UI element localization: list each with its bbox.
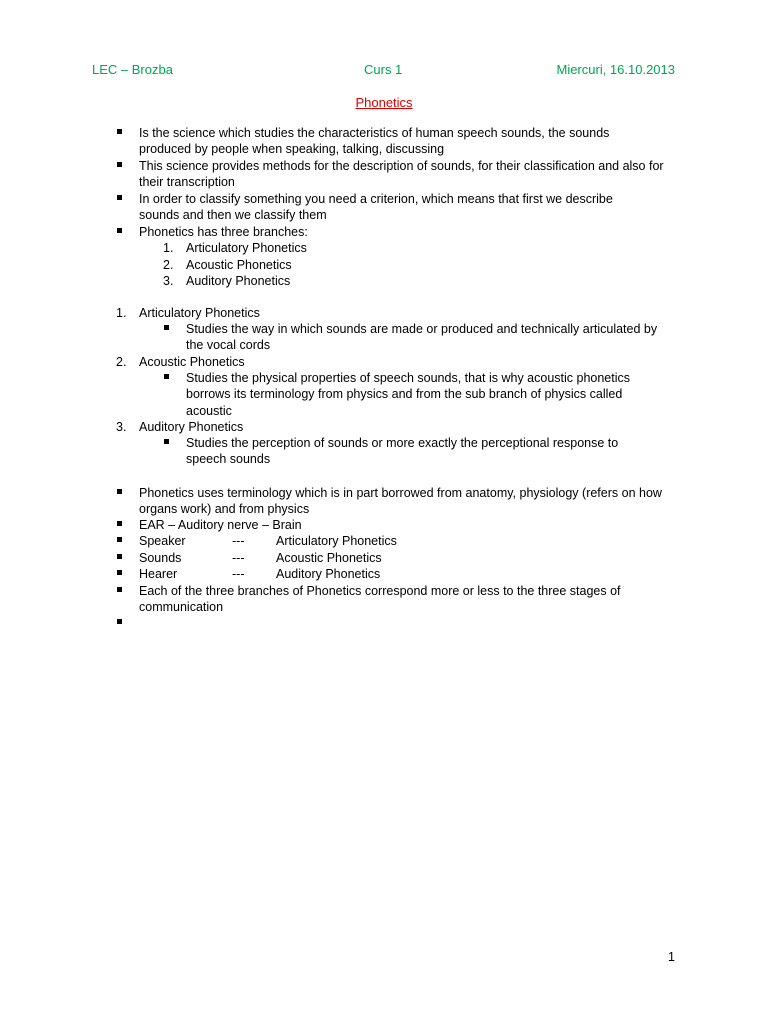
bullet-icon xyxy=(164,374,169,379)
list-number: 3. xyxy=(163,274,174,288)
mapping-branch: Acoustic Phonetics xyxy=(276,551,382,565)
list-number: 2. xyxy=(163,258,174,272)
page-number: 1 xyxy=(668,950,675,964)
mapping-branch: Auditory Phonetics xyxy=(276,567,381,581)
list-item: Each of the three branches of Phonetics correspond more or less to the three stages of communication xyxy=(139,584,621,615)
list-number: 2. xyxy=(116,355,127,369)
bullet-icon xyxy=(117,521,122,526)
page-title: Phonetics xyxy=(355,95,413,110)
list-item: Is the science which studies the characteristics of human speech sounds, the sounds produced by people when speaking, talking, discussing xyxy=(139,126,610,157)
mapping-separator: --- xyxy=(232,567,245,581)
list-item: Acoustic Phonetics xyxy=(186,258,292,272)
mapping-role: Speaker xyxy=(139,534,186,548)
branch-heading: Articulatory Phonetics xyxy=(139,306,260,320)
bullet-icon xyxy=(117,619,122,624)
branch-heading: Auditory Phonetics xyxy=(139,420,244,434)
list-item: EAR – Auditory nerve – Brain xyxy=(139,518,302,532)
list-item: Articulatory Phonetics xyxy=(186,241,307,255)
mapping-separator: --- xyxy=(232,534,245,548)
bullet-icon xyxy=(117,570,122,575)
branch-description: Studies the physical properties of speech sounds, that is why acoustic phonetics borrows its terminology from physics and from the sub branch of physics called acoustic xyxy=(186,371,631,418)
bullet-icon xyxy=(164,325,169,330)
list-item: In order to classify something you need a criterion, which means that first we describe sounds and then we classify them xyxy=(139,192,613,223)
bullet-icon xyxy=(117,129,122,134)
list-item: Auditory Phonetics xyxy=(186,274,291,288)
branch-description: Studies the perception of sounds or more exactly the perceptional response to speech sounds xyxy=(186,436,619,467)
list-item: This science provides methods for the description of sounds, for their classification and also for their transcription xyxy=(139,159,664,190)
bullet-icon xyxy=(117,162,122,167)
mapping-separator: --- xyxy=(232,551,245,565)
bullet-icon xyxy=(117,195,122,200)
bullet-icon xyxy=(117,489,122,494)
mapping-branch: Articulatory Phonetics xyxy=(276,534,397,548)
mapping-role: Sounds xyxy=(139,551,182,565)
header-lecture: Curs 1 xyxy=(364,62,403,77)
header-date: Miercuri, 16.10.2013 xyxy=(556,62,675,77)
list-number: 1. xyxy=(116,306,127,320)
list-item: Phonetics has three branches: xyxy=(139,225,308,239)
list-number: 1. xyxy=(163,241,174,255)
branch-heading: Acoustic Phonetics xyxy=(139,355,245,369)
bullet-icon xyxy=(117,554,122,559)
bullet-icon xyxy=(117,228,122,233)
mapping-role: Hearer xyxy=(139,567,178,581)
list-item: Phonetics uses terminology which is in part borrowed from anatomy, physiology (refers on how organs work) and from physics xyxy=(139,486,662,517)
bullet-icon xyxy=(117,537,122,542)
bullet-icon xyxy=(117,587,122,592)
header-course: LEC – Brozba xyxy=(92,62,173,77)
list-number: 3. xyxy=(116,420,127,434)
bullet-icon xyxy=(164,439,169,444)
branch-description: Studies the way in which sounds are made or produced and technically articulated by the vocal cords xyxy=(186,322,658,353)
